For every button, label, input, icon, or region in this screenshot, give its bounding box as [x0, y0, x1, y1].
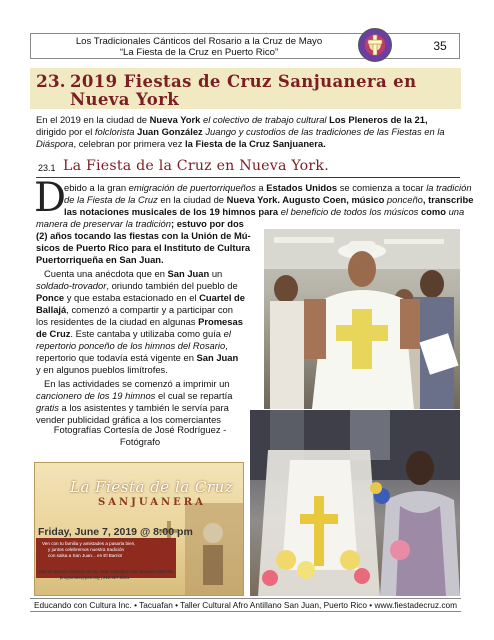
p1-line-1: ebido a la gran emigración de puertorriqueños a Estados Unidos se comienza a tocar la tradición [64, 182, 472, 193]
p1-line-4: manera de preservar la tradición; estuvo por dos [36, 218, 244, 229]
p1-line-2: de la Fiesta de la Cruz en la ciudad de Nueva York. Augusto Coen, músico ponceño, transcribe [64, 194, 474, 205]
subsection-title: La Fiesta de la Cruz en Nueva York. [63, 158, 329, 174]
p2-line-3: Ponce y que estaba estacionado en el Cuartel de [36, 292, 245, 303]
drop-cap: D [34, 175, 67, 221]
p2-line-9: y en algunos pueblos limítrofes. [36, 364, 168, 375]
footer-rule-bottom [30, 611, 461, 612]
photo-musician-with-cross-shirt [264, 229, 460, 409]
photo-credit-line-1: Fotografías Cortesía de José Rodríguez - [53, 424, 227, 435]
poster-venue: Julia de Burgos Cultural Center, 1680 Lexington Ave. between 105/106 [38, 569, 173, 574]
p1-line-7: Puertorriqueña en San Juan. [36, 254, 164, 265]
photo-cross-altar [250, 410, 460, 596]
header-book-subtitle: “La Fiesta de la Cruz en Puerto Rico” [119, 47, 279, 58]
p1-line-5: (2) años tocando las fiestas con la Unión de Mú- [36, 230, 251, 241]
p1-line-6: sicos de Puerto Rico para el Instituto de Cultura [36, 242, 251, 253]
section-title-line-2: Nueva York [70, 90, 180, 109]
p2-line-2: soldado-trovador, oriundo también del pueblo de [36, 280, 238, 291]
p2-line-7: repertorio ponceño de los himnos del Rosario, [36, 340, 228, 351]
subsection-number: 23.1 [38, 163, 56, 173]
photo-credit-line-2: Fotógrafo [119, 436, 161, 447]
poster-date: Friday, June 7, 2019 @ 8:00 pm [38, 526, 193, 538]
p3-line-2: cancionero de los 19 himnos el cual se repartía [36, 390, 233, 401]
page-number: 35 [433, 39, 447, 53]
intro-line-2: dirigido por el folclorista Juan González Juango y custodios de las tradiciones de las Fiestas en la [36, 126, 445, 137]
p2-line-4: Ballajá, comenzó a compartir y a participar con [36, 304, 233, 315]
poster-subtitle: SANJUANERA [98, 497, 206, 508]
p3-line-4: vender publicidad gráfica a los comerciantes [36, 414, 221, 425]
p2-line-1: Cuenta una anécdota que en San Juan un [44, 268, 223, 279]
poster-message-line-2: y juntos celebremos nuestra tradición [48, 547, 125, 552]
p2-line-8: repertorio que todavía está vigente en San Juan [36, 352, 239, 363]
footer-text: Educando con Cultura Inc. • Tacuafan • Taller Cultural Afro Antillano San Juan, Puerto Rico • www.fiestadecruz.com [33, 600, 457, 610]
section-number: 23. [36, 72, 66, 92]
p2-line-6: de Cruz. Este cantaba y utilizaba como guía el [36, 328, 231, 339]
poster-title: La Fiesta de la Cruz [70, 478, 234, 496]
intro-line-3: Diáspora, celebran por primera vez la Fiesta de la Cruz Sanjuanera. [36, 138, 326, 149]
poster-contact: programas@p21.org | 212.427.5221 [60, 575, 130, 580]
p1-line-3: las notaciones musicales de los 19 himnos para el beneficio de todos los músicos como una [64, 206, 465, 217]
intro-line-1: En el 2019 en la ciudad de Nueva York el colectivo de trabajo cultural Los Pleneros de la 21, [36, 114, 428, 125]
subsection-rule [36, 177, 460, 178]
p2-line-5: los residentes de la ciudad en algunas Promesas [36, 316, 243, 327]
footer-rule-top [30, 598, 461, 599]
p3-line-3: gratis a los asistentes y también le servía para [36, 402, 229, 413]
cross-medallion-icon [358, 28, 392, 62]
poster-message-line-1: Ven con tu familia y amistades a pasarla bien, [42, 541, 136, 546]
poster-message-line-3: con salsa a San Juan... en El Barrio! [48, 553, 123, 558]
section-title-line-1: 2019 Fiestas de Cruz Sanjuanera en [70, 72, 417, 91]
header-book-title: Los Tradicionales Cánticos del Rosario a la Cruz de Mayo [75, 36, 323, 47]
p3-line-1: En las actividades se comenzó a imprimir un [44, 378, 230, 389]
